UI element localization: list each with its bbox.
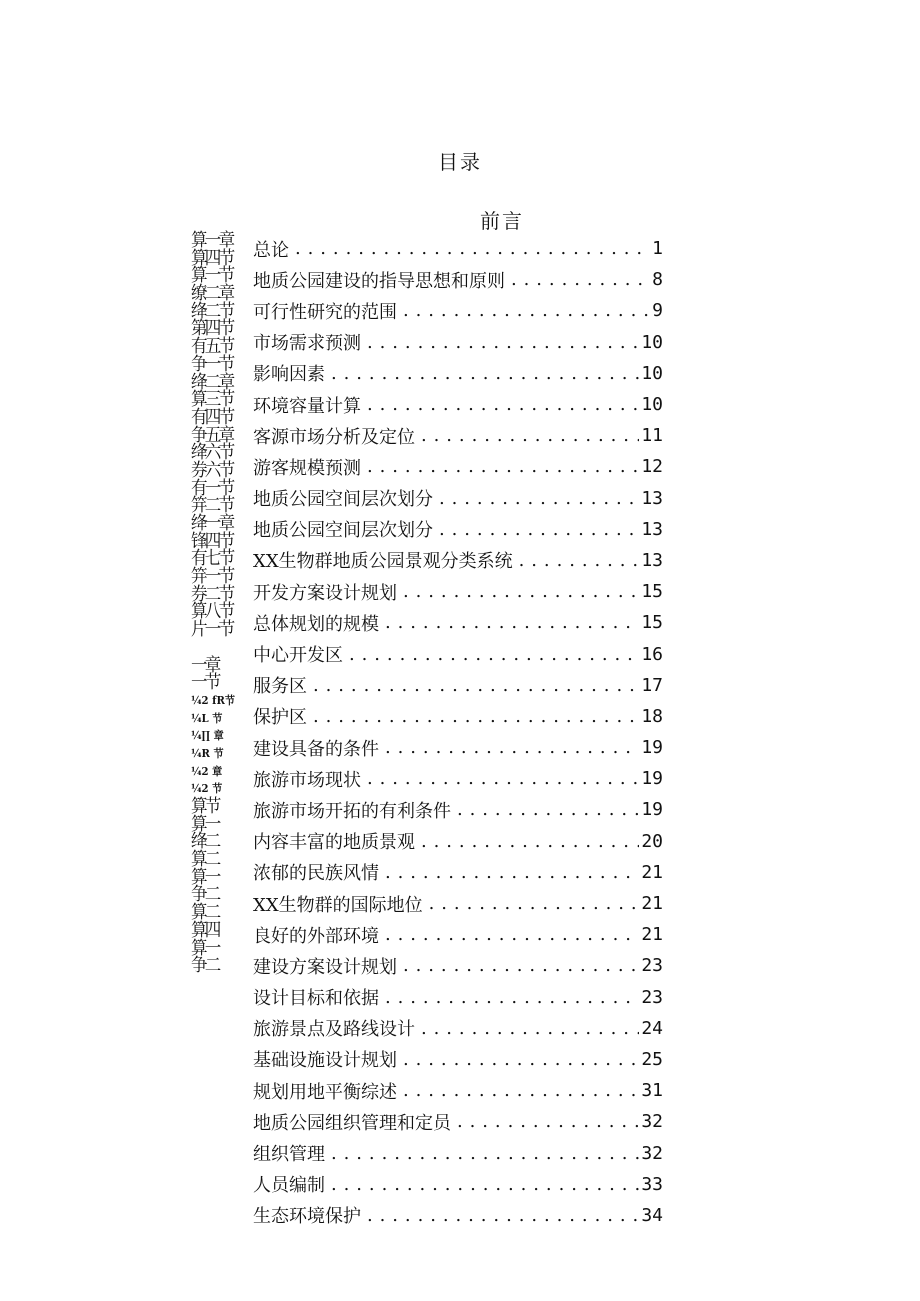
- toc-entry[interactable]: [253, 607, 663, 638]
- chapter-number-fragment: 算一节: [191, 265, 233, 287]
- toc-entry-label: 规划用地平衡综述: [253, 1081, 397, 1103]
- dot-leader: [349, 638, 639, 669]
- toc-entry-page-number: 11: [641, 425, 663, 447]
- toc-entry-page-number: 13: [641, 549, 663, 571]
- toc-entry[interactable]: [253, 1169, 663, 1200]
- dot-leader: [457, 794, 639, 825]
- chapter-number-fragment: 算八节: [191, 601, 233, 623]
- toc-entry[interactable]: [253, 1013, 663, 1044]
- toc-entry-label: 总论: [253, 239, 289, 261]
- toc-entry[interactable]: [253, 576, 663, 607]
- toc-entry-page-number: 23: [641, 955, 663, 977]
- dot-leader: [421, 1013, 639, 1044]
- toc-entry[interactable]: [253, 1200, 663, 1231]
- chapter-number-fragment: ¼∏ 章: [191, 729, 224, 743]
- toc-entry-label: 服务区: [253, 676, 307, 698]
- chapter-number-fragment: [191, 1063, 239, 1081]
- dot-leader: [519, 545, 640, 576]
- toc-entry-label: 可行性研究的范围: [253, 301, 397, 323]
- chapter-number-fragment: [191, 1169, 239, 1187]
- dot-leader: [331, 1169, 639, 1200]
- chapter-number-fragment: [191, 1081, 239, 1099]
- chapter-number-fragment: ¼2 章: [191, 764, 223, 778]
- chapter-number-fragment: 有五节: [191, 336, 233, 358]
- toc-entry-label: 生态环境保护: [253, 1206, 361, 1228]
- dot-leader: [331, 1137, 639, 1168]
- toc-entry[interactable]: [253, 826, 663, 857]
- chapter-number-fragment: [191, 975, 239, 993]
- chapter-number-fragment: 券六节: [191, 459, 233, 481]
- toc-entry-page-number: 19: [641, 737, 663, 759]
- toc-entry-label: 旅游市场现状: [253, 769, 361, 791]
- toc-entry-page-number: 15: [641, 581, 663, 603]
- chapter-number-fragment: [191, 993, 239, 1011]
- toc-entry[interactable]: [253, 701, 663, 732]
- chapter-number-fragment: 争五章: [191, 424, 233, 446]
- toc-entry-label: 旅游景点及路线设计: [253, 1019, 415, 1041]
- chapter-number-fragment: 算四: [191, 919, 219, 941]
- toc-entry-label: XX生物群地质公园景观分类系统: [253, 551, 513, 573]
- toc-entry-page-number: 8: [652, 269, 663, 291]
- chapter-number-fragment: [191, 1099, 239, 1117]
- toc-entry-label: 开发方案设计规划: [253, 582, 397, 604]
- toc-entry-page-number: 13: [641, 518, 663, 540]
- dot-leader: [385, 919, 639, 950]
- toc-entry-label: 市场需求预测: [253, 333, 361, 355]
- toc-entry-page-number: 20: [641, 830, 663, 852]
- chapter-number-fragment: 有一节: [191, 477, 233, 499]
- toc-entry-label: 地质公园空间层次划分: [253, 520, 433, 542]
- toc-entry[interactable]: [253, 888, 663, 919]
- dot-leader: [403, 295, 650, 326]
- chapter-number-fragment: 绛一章: [191, 513, 233, 534]
- dot-leader: [403, 1044, 639, 1075]
- chapter-number-fragment: 笄二节: [191, 495, 233, 517]
- toc-entry[interactable]: [253, 732, 663, 763]
- toc-entry[interactable]: [253, 982, 663, 1013]
- dot-leader: [421, 420, 639, 451]
- dot-leader: [457, 1106, 639, 1137]
- dot-leader: [403, 576, 639, 607]
- dot-leader: [511, 264, 650, 295]
- chapter-number-fragment: [191, 1028, 239, 1046]
- toc-entry-page-number: 17: [641, 674, 663, 696]
- toc-entry-label: 建设具备的条件: [253, 738, 379, 760]
- dot-leader: [367, 327, 639, 358]
- toc-entry-page-number: 18: [641, 705, 663, 727]
- toc-entry-page-number: 24: [641, 1017, 663, 1039]
- chapter-number-fragment: 算一: [191, 937, 219, 959]
- chapter-number-fragment: 算一章: [191, 230, 233, 251]
- toc-entry-page-number: 32: [641, 1111, 663, 1133]
- chapter-number-fragment: 算三节: [191, 389, 233, 411]
- chapter-number-fragment: 算四节: [191, 247, 233, 269]
- chapter-number-fragment: 绛六节: [191, 442, 233, 464]
- toc-entry[interactable]: [253, 670, 663, 701]
- toc-entry-label: 建设方案设计规划: [253, 956, 397, 978]
- chapter-number-fragment: [191, 1116, 239, 1134]
- chapter-number-fragment: [191, 639, 239, 657]
- toc-entry-page-number: 21: [641, 924, 663, 946]
- toc-entry-page-number: 13: [641, 487, 663, 509]
- dot-leader: [385, 732, 639, 763]
- chapter-number-fragment: [191, 1010, 239, 1028]
- toc-entry[interactable]: [253, 1106, 663, 1137]
- dot-leader: [439, 483, 639, 514]
- dot-leader: [367, 763, 639, 794]
- toc-entry-page-number: 31: [641, 1080, 663, 1102]
- toc-entry-label: 地质公园建设的指导思想和原则: [253, 270, 505, 292]
- toc-entry[interactable]: [253, 264, 663, 295]
- toc-entry-label: 内容丰富的地质景观: [253, 832, 415, 854]
- toc-entry-label: 总体规划的规模: [253, 613, 379, 635]
- toc-entry[interactable]: [253, 233, 663, 264]
- toc-entry-label: 组织管理: [253, 1144, 325, 1166]
- chapter-number-fragment: ¼L 节: [191, 711, 223, 725]
- toc-entry-page-number: 10: [641, 362, 663, 384]
- page-title: 目录: [438, 150, 482, 174]
- chapter-number-fragment: ¼R 节: [191, 746, 224, 760]
- dot-leader: [313, 701, 639, 732]
- toc-entry[interactable]: [253, 1075, 663, 1106]
- toc-entry[interactable]: [253, 451, 663, 482]
- chapter-number-fragment: 算节: [191, 796, 219, 817]
- chapter-number-fragment: 绛二节: [191, 300, 233, 322]
- chapter-number-fragment: [191, 1134, 239, 1152]
- toc-entry-page-number: 21: [641, 861, 663, 883]
- dot-leader: [385, 607, 639, 638]
- toc-entry-label: 环境容量计算: [253, 395, 361, 417]
- toc-entry[interactable]: [253, 295, 663, 326]
- preface-heading: 前言: [480, 209, 524, 233]
- dot-leader: [385, 982, 639, 1013]
- chapter-number-fragment: ¼2 节: [191, 782, 223, 796]
- toc-entry[interactable]: [253, 358, 663, 389]
- toc-entry-label: 人员编制: [253, 1175, 325, 1197]
- toc-entry-page-number: 10: [641, 331, 663, 353]
- chapter-number-fragment: 争二: [191, 955, 219, 977]
- chapter-number-fragment: [191, 1152, 239, 1170]
- toc-entry-page-number: 10: [641, 394, 663, 416]
- dot-leader: [367, 389, 639, 420]
- toc-entry[interactable]: [253, 389, 663, 420]
- toc-entry[interactable]: [253, 919, 663, 950]
- toc-entry-page-number: 25: [641, 1048, 663, 1070]
- chapter-number-fragment: 有七节: [191, 548, 233, 570]
- toc-entry-page-number: 16: [641, 643, 663, 665]
- toc-entry[interactable]: [253, 420, 663, 451]
- chapter-number-fragment: 绛二: [191, 831, 219, 853]
- dot-leader: [439, 514, 639, 545]
- toc-entry-label: 保护区: [253, 707, 307, 729]
- toc-entry[interactable]: [253, 794, 663, 825]
- dot-leader: [367, 1200, 639, 1231]
- chapter-number-fragment: [191, 1223, 239, 1241]
- chapter-number-fragment: 算二: [191, 849, 219, 871]
- toc-entry[interactable]: [253, 857, 663, 888]
- toc-entry-page-number: 19: [641, 799, 663, 821]
- toc-entry-page-number: 32: [641, 1142, 663, 1164]
- chapter-number-fragment: 有四节: [191, 406, 233, 428]
- toc-entry-page-number: 34: [641, 1204, 663, 1226]
- toc-entry[interactable]: [253, 950, 663, 981]
- chapter-number-fragment: 一章: [191, 654, 219, 676]
- toc-entry[interactable]: [253, 763, 663, 794]
- toc-entry-label: 浓郁的民族风情: [253, 863, 379, 885]
- toc-entry[interactable]: [253, 514, 663, 545]
- chapter-section-numbers-column: [191, 232, 239, 1240]
- chapter-number-fragment: 券二节: [191, 583, 233, 605]
- toc-entry-label: 设计目标和依据: [253, 988, 379, 1010]
- dot-leader: [429, 888, 640, 919]
- toc-entry-label: 客源市场分析及定位: [253, 426, 415, 448]
- dot-leader: [421, 826, 639, 857]
- toc-entry[interactable]: [253, 327, 663, 358]
- toc-entry-label: XX生物群的国际地位: [253, 894, 423, 916]
- toc-entry[interactable]: [253, 638, 663, 669]
- toc-entry-page-number: 33: [641, 1173, 663, 1195]
- toc-entry-label: 地质公园组织管理和定员: [253, 1112, 451, 1134]
- chapter-number-fragment: 算一: [191, 866, 219, 888]
- toc-entry-page-number: 9: [652, 300, 663, 322]
- toc-list: [253, 233, 663, 1231]
- toc-entry[interactable]: [253, 545, 663, 576]
- toc-entry-page-number: 12: [641, 456, 663, 478]
- chapter-number-fragment: 争二: [191, 884, 219, 906]
- toc-entry-page-number: 21: [641, 893, 663, 915]
- toc-entry-page-number: 19: [641, 768, 663, 790]
- chapter-number-fragment: ¼2 fR节: [191, 693, 236, 707]
- toc-entry-label: 地质公园空间层次划分: [253, 489, 433, 511]
- chapter-number-fragment: 第四节: [191, 318, 233, 340]
- toc-entry[interactable]: [253, 483, 663, 514]
- chapter-number-fragment: 争一节: [191, 353, 233, 375]
- dot-leader: [403, 1075, 639, 1106]
- chapter-number-fragment: [191, 1187, 239, 1205]
- dot-leader: [313, 670, 639, 701]
- toc-entry-label: 良好的外部环境: [253, 925, 379, 947]
- toc-entry-page-number: 23: [641, 986, 663, 1008]
- dot-leader: [295, 233, 650, 264]
- dot-leader: [403, 950, 639, 981]
- dot-leader: [331, 358, 639, 389]
- chapter-number-fragment: 绛二章: [191, 371, 233, 393]
- chapter-number-fragment: [191, 1046, 239, 1064]
- toc-entry[interactable]: [253, 1044, 663, 1075]
- chapter-number-fragment: 算一: [191, 813, 219, 835]
- chapter-number-fragment: 锋四节: [191, 530, 233, 552]
- chapter-number-fragment: 笄一节: [191, 566, 233, 588]
- chapter-number-fragment: 一节: [191, 672, 219, 694]
- dot-leader: [367, 451, 639, 482]
- chapter-number-fragment: [191, 1205, 239, 1223]
- chapter-number-fragment: 缭二章: [191, 283, 233, 305]
- toc-entry[interactable]: [253, 1137, 663, 1168]
- toc-entry-label: 旅游市场开拓的有利条件: [253, 800, 451, 822]
- toc-entry-page-number: 1: [652, 238, 663, 260]
- toc-entry-label: 中心开发区: [253, 645, 343, 667]
- chapter-number-fragment: 片一节: [191, 619, 233, 641]
- toc-entry-label: 游客规模预测: [253, 457, 361, 479]
- toc-entry-label: 影响因素: [253, 364, 325, 386]
- toc-entry-page-number: 15: [641, 612, 663, 634]
- dot-leader: [385, 857, 639, 888]
- toc-entry-label: 基础设施设计规划: [253, 1050, 397, 1072]
- chapter-number-fragment: 算二: [191, 902, 219, 924]
